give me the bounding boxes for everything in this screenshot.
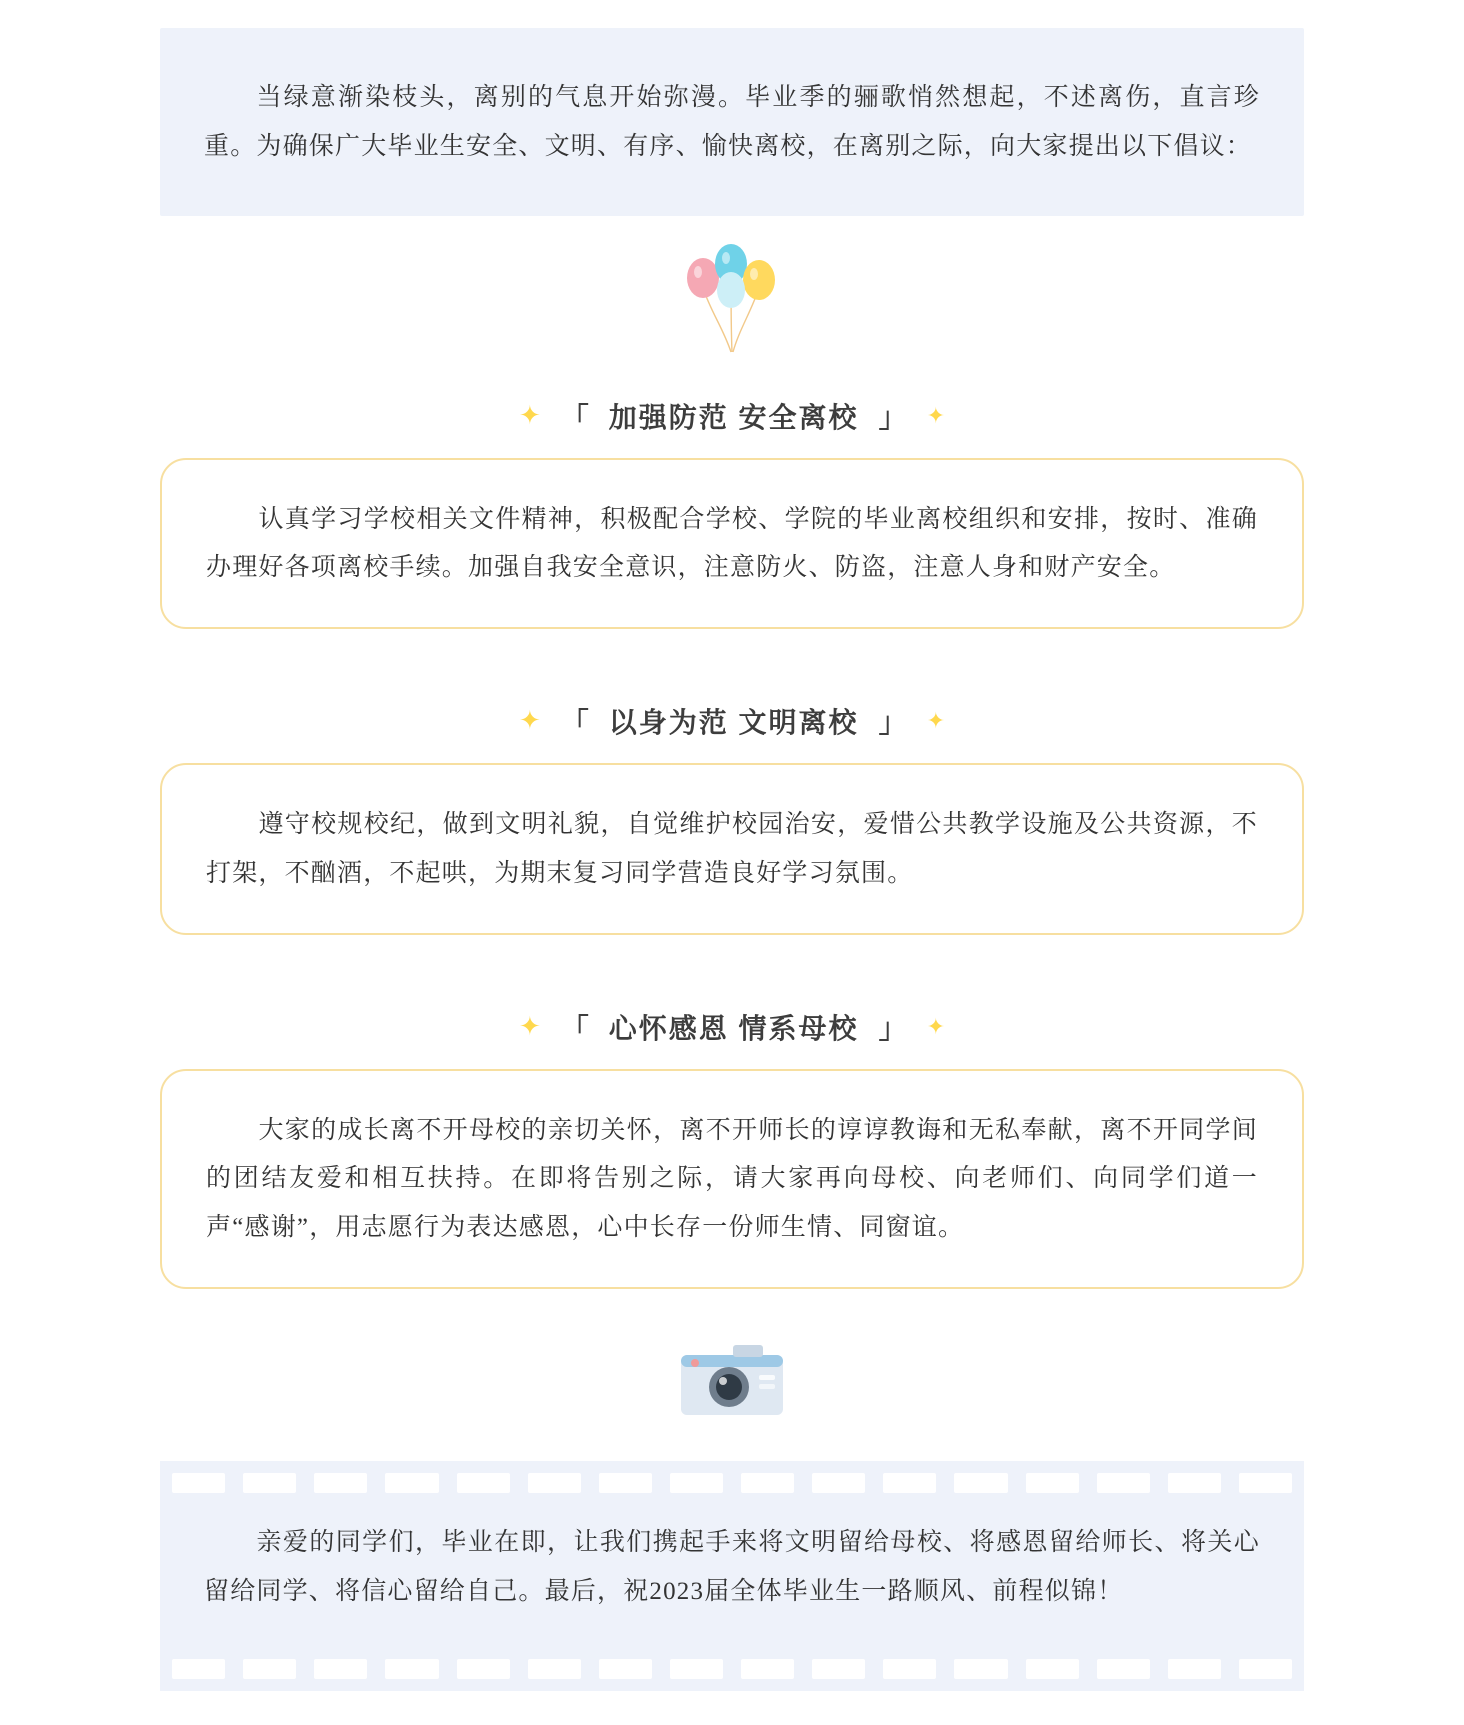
section-card-3 — [160, 1069, 1304, 1289]
section-card-2 — [160, 763, 1304, 935]
bracket-right: 」 — [878, 401, 907, 433]
film-perforations-top — [160, 1473, 1304, 1493]
closing-paragraph: 亲爱的同学们，毕业在即，让我们携起手来将文明留给母校、将感恩留给师长、将关心留给同学、将信心留给自己。最后，祝2023届全体毕业生一路顺风、前程似锦！ — [204, 1528, 1260, 1605]
section-heading-1 — [0, 396, 1464, 436]
balloons-illustration — [0, 242, 1464, 360]
bracket-left: 「 — [560, 707, 589, 738]
wave-edge-decoration — [160, 27, 1304, 49]
bracket-left: 「 — [560, 1012, 589, 1044]
section-card-1 — [160, 458, 1304, 630]
sparkle-icon: ✦ — [926, 708, 946, 733]
film-perforations-bottom — [160, 1659, 1304, 1679]
camera-illustration — [0, 1331, 1464, 1427]
intro-panel — [160, 28, 1304, 216]
section-title-1: 加强防范 安全离校 — [608, 401, 859, 433]
intro-paragraph: 当绿意渐染枝头，离别的气息开始弥漫。毕业季的骊歌悄然想起，不述离伤，直言珍重。为确保广大毕业生安全、文明、有序、愉快离校，在离别之际，向大家提出以下倡议： — [204, 84, 1260, 160]
section-body-3: 大家的成长离不开母校的亲切关怀，离不开师长的谆谆教诲和无私奉献，离不开同学间的团结友爱和相互扶持。在即将告别之际，请大家再向母校、向老师们、向同学们道一声“感谢”，用志愿行为表达感恩，心中长存一份师生情、同窗谊。 — [206, 1116, 1258, 1241]
sparkle-icon: ✦ — [518, 400, 541, 430]
sparkle-icon: ✦ — [926, 1013, 946, 1039]
bracket-right: 」 — [878, 1012, 907, 1044]
section-heading-2 — [0, 701, 1464, 741]
bottom-spacer — [0, 1691, 1464, 1725]
bracket-right: 」 — [878, 707, 907, 738]
section-title-3: 心怀感恩 情系母校 — [608, 1012, 859, 1044]
sparkle-icon: ✦ — [518, 1011, 541, 1041]
bracket-left: 「 — [560, 401, 589, 433]
closing-panel — [160, 1461, 1304, 1691]
sparkle-icon: ✦ — [926, 402, 946, 428]
section-body-2: 遵守校规校纪，做到文明礼貌，自觉维护校园治安，爱惜公共教学设施及公共资源，不打架，不酗酒，不起哄，为期末复习同学营造良好学习氛围。 — [206, 811, 1258, 887]
section-body-1: 认真学习学校相关文件精神，积极配合学校、学院的毕业离校组织和安排，按时、准确办理好各项离校手续。加强自我安全意识，注意防火、防盗，注意人身和财产安全。 — [206, 505, 1258, 582]
section-heading-3 — [0, 1007, 1464, 1047]
sparkle-icon: ✦ — [518, 706, 541, 735]
section-title-2: 以身为范 文明离校 — [608, 707, 859, 738]
